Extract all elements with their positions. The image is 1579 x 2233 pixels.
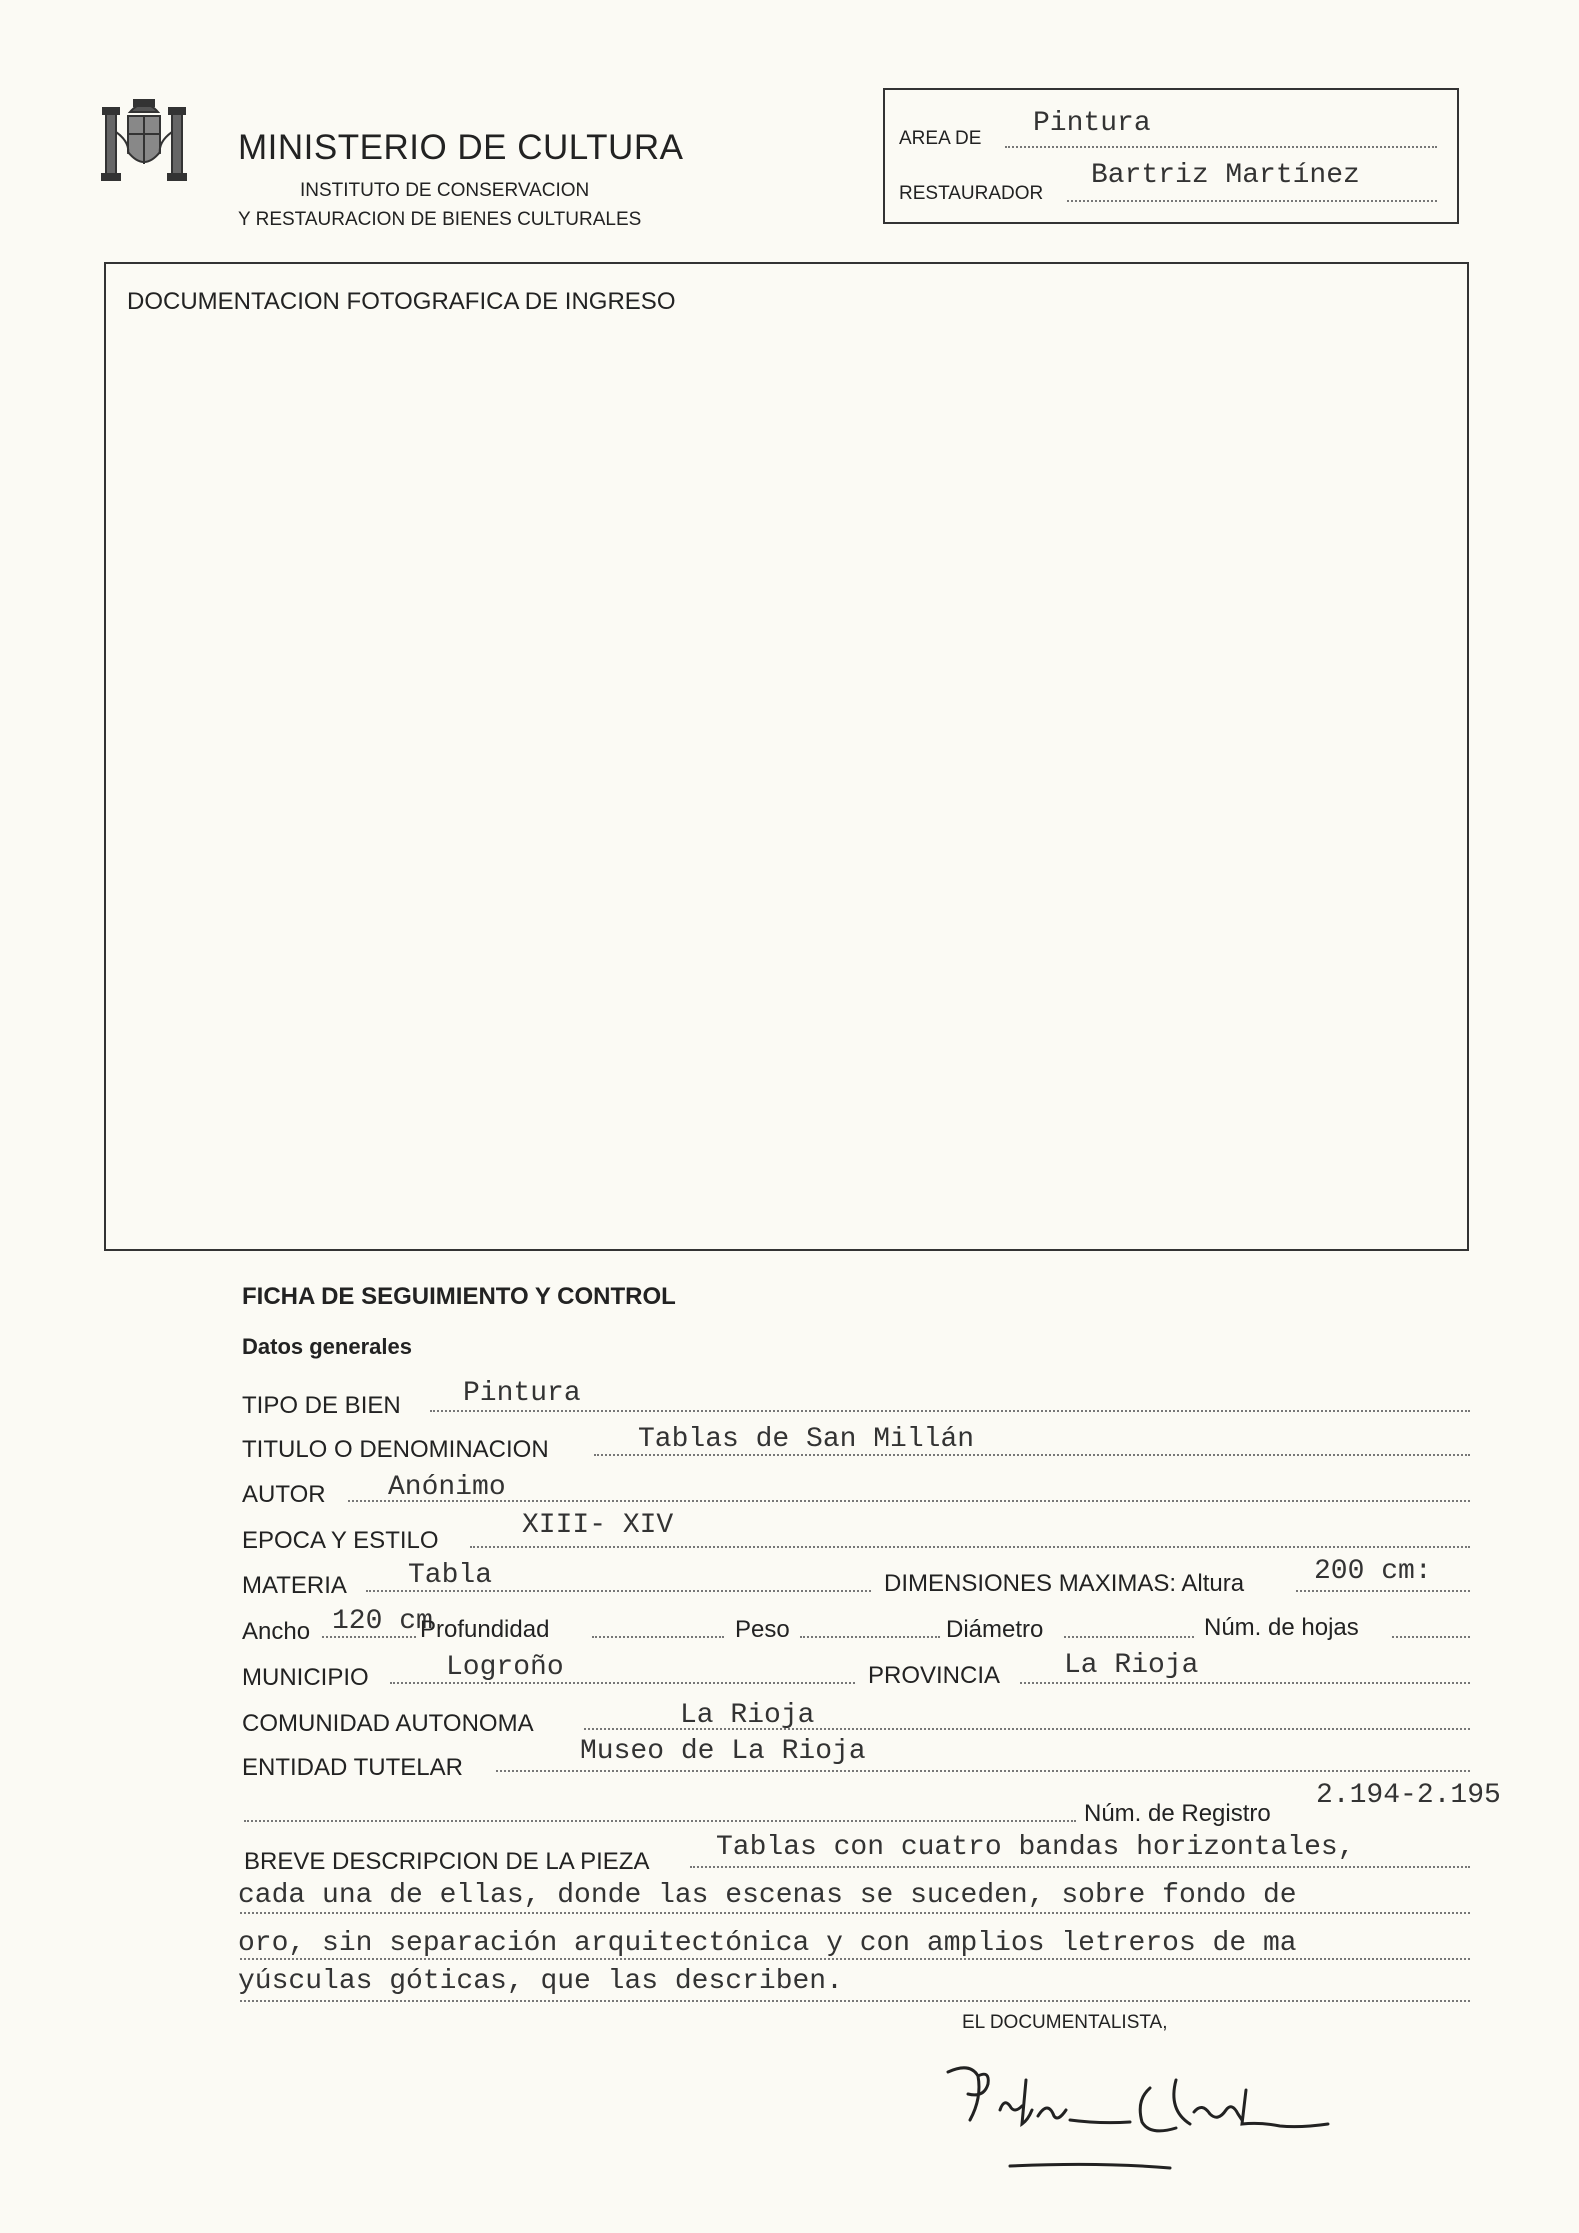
photo-section-title: DOCUMENTACION FOTOGRAFICA DE INGRESO — [127, 288, 676, 315]
descripcion-dotted-line-4 — [240, 2000, 1470, 2002]
municipio-value[interactable]: Logroño — [446, 1652, 564, 1683]
form-subtitle: Datos generales — [242, 1334, 412, 1359]
ancho-value[interactable]: 120 cm — [332, 1606, 433, 1637]
photo-documentation-box — [104, 262, 1469, 1251]
descripcion-line-3[interactable]: oro, sin separación arquitectónica y con amplios letreros de ma — [238, 1928, 1297, 1959]
entidad-dotted-line — [496, 1770, 1470, 1772]
comunidad-value[interactable]: La Rioja — [680, 1700, 815, 1731]
altura-dotted-line — [1296, 1590, 1470, 1592]
municipio-label: MUNICIPIO — [242, 1664, 369, 1691]
coat-of-arms-logo — [100, 92, 188, 184]
diametro-label: Diámetro — [946, 1616, 1044, 1643]
epoca-value[interactable]: XIII- XIV — [522, 1510, 674, 1541]
entidad-value[interactable]: Museo de La Rioja — [580, 1736, 866, 1767]
hojas-dotted-line — [1392, 1636, 1470, 1638]
tipo-label: TIPO DE BIEN — [242, 1392, 401, 1419]
restaurador-label: RESTAURADOR — [899, 183, 1044, 204]
profundidad-label: Profundidad — [420, 1616, 550, 1643]
registro-label: Núm. de Registro — [1084, 1800, 1271, 1827]
form-title: FICHA DE SEGUIMIENTO Y CONTROL — [242, 1283, 676, 1310]
hojas-label: Núm. de hojas — [1204, 1614, 1359, 1641]
materia-value[interactable]: Tabla — [408, 1560, 493, 1591]
diametro-dotted-line — [1064, 1636, 1194, 1638]
documentalista-label: EL DOCUMENTALISTA, — [962, 2012, 1168, 2033]
titulo-value[interactable]: Tablas de San Millán — [638, 1424, 975, 1455]
institute-line-2: Y RESTAURACION DE BIENES CULTURALES — [238, 209, 642, 230]
provincia-dotted-line — [1020, 1682, 1470, 1684]
institute-line-1: INSTITUTO DE CONSERVACION — [300, 180, 590, 201]
materia-label: MATERIA — [242, 1572, 347, 1599]
provincia-value[interactable]: La Rioja — [1064, 1650, 1199, 1681]
handwritten-signature — [930, 2040, 1350, 2180]
profundidad-dotted-line — [592, 1636, 724, 1638]
peso-label: Peso — [735, 1616, 790, 1643]
descripcion-label: BREVE DESCRIPCION DE LA PIEZA — [244, 1848, 650, 1875]
descripcion-line-4[interactable]: yúsculas góticas, que las describen. — [238, 1966, 843, 1997]
entidad-label: ENTIDAD TUTELAR — [242, 1754, 463, 1781]
tipo-dotted-line — [430, 1410, 1470, 1412]
dimensiones-label: DIMENSIONES MAXIMAS: Altura — [884, 1570, 1245, 1597]
peso-dotted-line — [800, 1636, 940, 1638]
ministry-title: MINISTERIO DE CULTURA — [238, 128, 684, 167]
comunidad-label: COMUNIDAD AUTONOMA — [242, 1710, 534, 1737]
descripcion-line-2[interactable]: cada una de ellas, donde las escenas se suceden, sobre fondo de — [238, 1880, 1297, 1911]
epoca-label: EPOCA Y ESTILO — [242, 1527, 439, 1554]
tipo-value[interactable]: Pintura — [463, 1378, 581, 1409]
area-label: AREA DE — [899, 128, 982, 149]
area-dotted-line — [1005, 146, 1437, 148]
titulo-label: TITULO O DENOMINACION — [242, 1436, 549, 1463]
epoca-dotted-line — [470, 1546, 1470, 1548]
descripcion-line-1[interactable]: Tablas con cuatro bandas horizontales, — [716, 1832, 1355, 1863]
registro-value[interactable]: 2.194-2.195 — [1316, 1780, 1501, 1811]
altura-value[interactable]: 200 cm: — [1314, 1556, 1432, 1587]
ancho-label: Ancho — [242, 1618, 311, 1645]
restaurador-dotted-line — [1067, 200, 1437, 202]
provincia-label: PROVINCIA — [868, 1662, 1001, 1689]
autor-dotted-line — [348, 1500, 1470, 1502]
autor-label: AUTOR — [242, 1481, 326, 1508]
area-value[interactable]: Pintura — [1033, 108, 1151, 139]
restaurador-value[interactable]: Bartriz Martínez — [1091, 160, 1360, 191]
registro-leading-dotted-line — [244, 1820, 1076, 1822]
descripcion-dotted-line-1 — [690, 1866, 1470, 1868]
descripcion-dotted-line-2 — [240, 1912, 1470, 1914]
area-box — [883, 88, 1459, 224]
autor-value[interactable]: Anónimo — [388, 1472, 506, 1503]
